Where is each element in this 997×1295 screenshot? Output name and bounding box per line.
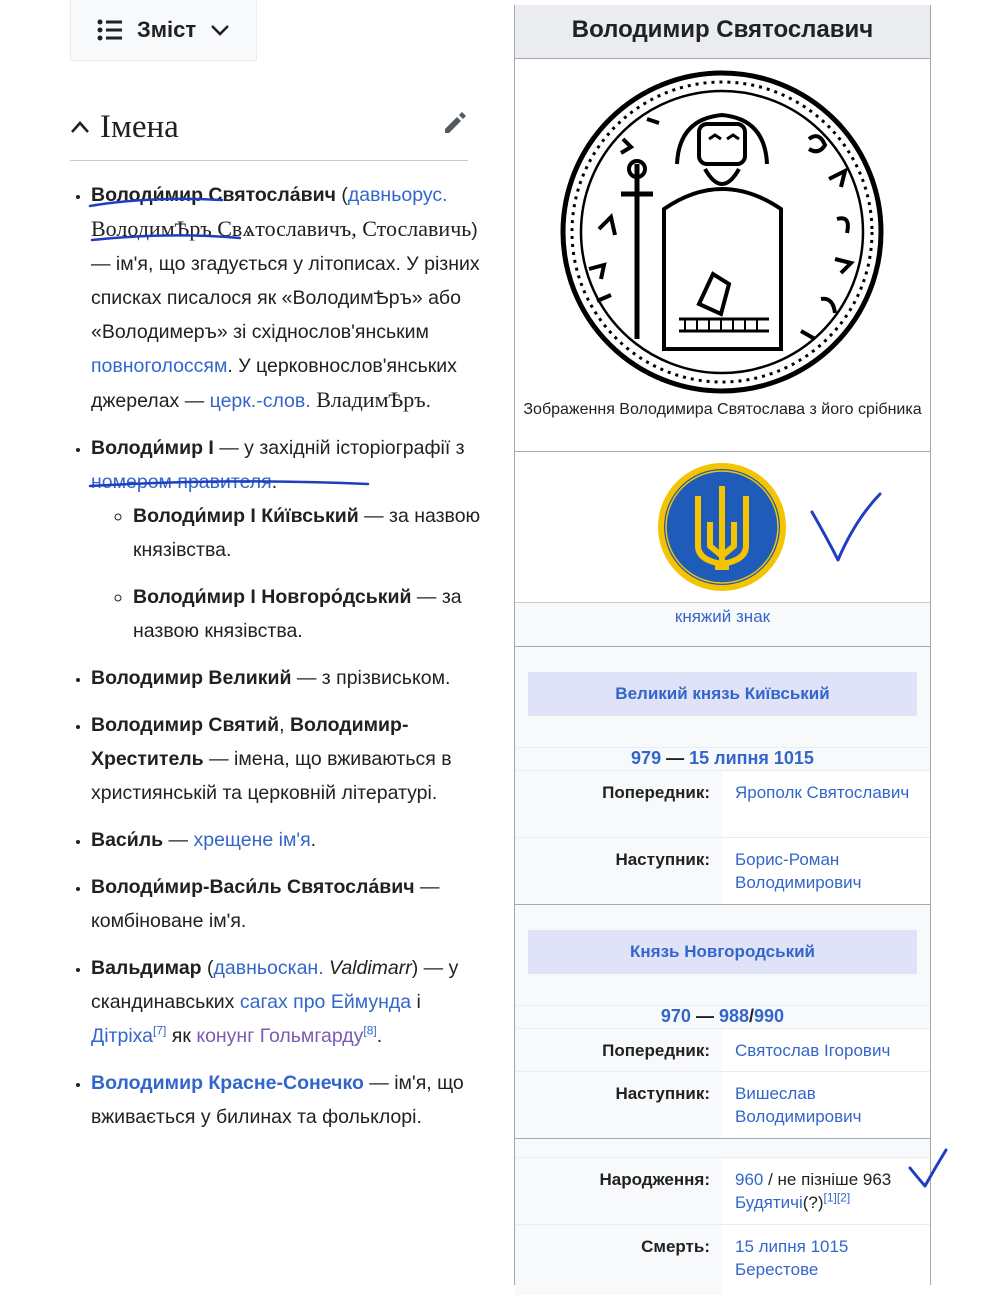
text: . xyxy=(376,1025,383,1047)
section-header[interactable] xyxy=(70,94,468,161)
serif-old-name: ВолодимѢръ Свѧтославичъ, Стославичь xyxy=(91,216,472,241)
list-item xyxy=(91,823,491,857)
birth-year-link[interactable]: 960 xyxy=(735,1170,764,1189)
text: — у західній історіографії з xyxy=(213,437,465,459)
name-bold: Володи́мир Святосла́вич xyxy=(91,184,336,206)
death-label: Смерть: xyxy=(515,1225,722,1295)
infobox xyxy=(514,5,931,1285)
text: і xyxy=(411,991,421,1013)
divider xyxy=(515,1138,930,1139)
successor-row xyxy=(515,1071,930,1138)
text: , xyxy=(279,714,290,736)
birth-text: / не пізніше 963 xyxy=(763,1170,892,1189)
name-bold: Володи́мир-Васи́ль Святосла́вич xyxy=(91,876,415,898)
name-bold: Володи́мир I Новгоро́дський xyxy=(133,586,412,608)
term-end-link-alt[interactable]: 990 xyxy=(754,1006,785,1026)
name-bold: Володимир Святий xyxy=(91,714,280,736)
successor-link[interactable]: Борис-Роман Володимирович xyxy=(735,850,862,892)
divider xyxy=(515,904,930,905)
predecessor-link[interactable]: Святослав Ігорович xyxy=(735,1041,891,1060)
list-item xyxy=(91,1066,491,1134)
infobox-sign-area xyxy=(515,452,930,626)
chevron-up-icon[interactable] xyxy=(70,120,90,134)
predecessor-row xyxy=(515,770,930,837)
birth-label: Народження: xyxy=(515,1158,722,1224)
pencil-icon[interactable] xyxy=(442,110,468,136)
name-bold: Володи́мир I Ки́ївський xyxy=(133,505,359,527)
section-title: Імена xyxy=(100,108,179,145)
text: — імена, що вживаються в християнській та церковній літературі. xyxy=(91,748,452,804)
list-item xyxy=(133,499,491,567)
death-place-link[interactable]: Берестове xyxy=(735,1260,819,1279)
list-icon xyxy=(97,19,123,41)
link-regnal-number[interactable]: номером правителя xyxy=(91,471,272,493)
predecessor-row xyxy=(515,1028,930,1071)
term-slash: / xyxy=(749,1006,755,1026)
italic-name: Valdimarr xyxy=(323,957,412,979)
ref-7[interactable]: [7] xyxy=(153,1023,167,1038)
link-eymund-saga[interactable]: сагах про Еймунда xyxy=(239,991,412,1013)
text: . xyxy=(271,471,278,493)
death-row xyxy=(515,1224,930,1295)
name-bold: Вальдимар xyxy=(91,957,202,979)
text: ( xyxy=(201,957,214,979)
infobox-image-area xyxy=(515,59,930,452)
text: . У церковнослов'янських джерелах — xyxy=(91,355,457,412)
text: — комбіноване ім'я. xyxy=(91,876,440,932)
link-old-rus[interactable]: давньорус. xyxy=(347,184,448,206)
sign-caption-link[interactable]: княжий знак xyxy=(674,607,771,626)
birth-place-link[interactable]: Будятичі xyxy=(735,1193,803,1212)
link-krasne-sonechko[interactable]: Володимир Красне-Сонечко xyxy=(91,1072,364,1094)
name-bold: Володимир-Хреститель xyxy=(91,714,409,770)
term-start-link[interactable]: 970 xyxy=(660,1006,691,1026)
death-date-link[interactable]: 15 липня 1015 xyxy=(735,1237,849,1256)
list-item xyxy=(91,870,491,938)
term xyxy=(515,747,930,770)
predecessor-label: Попередник: xyxy=(515,771,722,837)
term-end-link[interactable]: 988 xyxy=(718,1006,750,1026)
predecessor-link[interactable]: Ярополк Святославич xyxy=(735,783,910,802)
office-title-kyiv xyxy=(528,672,917,716)
ref-8[interactable]: [8] xyxy=(363,1023,377,1038)
list-item xyxy=(91,661,491,695)
birth-place-note: (?) xyxy=(802,1193,824,1212)
link-baptismal-name[interactable]: хрещене ім'я xyxy=(193,829,311,851)
text: — xyxy=(163,829,194,851)
list-item xyxy=(91,431,491,648)
text: — ім'я, що вживається у билинах та фольклорі. xyxy=(91,1072,464,1128)
text: . xyxy=(425,390,432,412)
chevron-down-icon xyxy=(210,23,230,37)
link-polnoglasie[interactable]: повноголоссям xyxy=(91,355,228,377)
predecessor-label: Попередник: xyxy=(515,1029,722,1071)
trident-emblem[interactable] xyxy=(655,460,789,594)
ref-2[interactable]: [2] xyxy=(836,1190,851,1205)
list-item xyxy=(91,708,491,810)
image-caption: Зображення Володимира Святослава з його срібника xyxy=(523,401,922,418)
successor-label: Наступник: xyxy=(515,838,722,904)
serif-church-name: ВладимѢръ xyxy=(310,387,426,412)
text: як xyxy=(166,1025,197,1047)
successor-row xyxy=(515,837,930,904)
text: — за назвою князівства. xyxy=(133,505,481,561)
list-item xyxy=(133,580,491,648)
name-bold: Володимир Великий xyxy=(91,667,292,689)
text: . xyxy=(310,829,317,851)
term xyxy=(515,1005,930,1028)
text: — за назвою князівства. xyxy=(133,586,462,642)
office-link[interactable]: Князь Новгородський xyxy=(630,942,815,961)
successor-link[interactable]: Вишеслав Володимирович xyxy=(735,1084,862,1126)
sub-list xyxy=(91,499,491,648)
text: ) — ім'я, що згадується у літописах. У різних списках писалося як «ВолодимѢръ» або «Володимеръ» зі східнослов'янським xyxy=(91,219,480,343)
list-item xyxy=(91,178,491,418)
successor-label: Наступник: xyxy=(515,1072,722,1138)
coin-image[interactable] xyxy=(559,69,885,395)
term-start-link[interactable]: 979 xyxy=(631,748,662,768)
office-link[interactable]: Великий князь Київський xyxy=(615,684,830,703)
link-holmgard-king[interactable]: конунг Гольмгарду xyxy=(196,1025,364,1047)
term-end-link[interactable]: 15 липня 1015 xyxy=(689,748,814,768)
name-bold: Володи́мир I xyxy=(91,437,214,459)
text: ) — у скандинавських xyxy=(91,957,459,1013)
ref-1[interactable]: [1] xyxy=(823,1190,837,1205)
infobox-title: Володимир Святославич xyxy=(515,5,930,59)
names-list xyxy=(70,178,491,1147)
birth-row xyxy=(515,1157,930,1224)
term-sep: — xyxy=(690,1006,719,1026)
list-item xyxy=(91,951,491,1053)
link-church-slavonic[interactable]: церк.-слов. xyxy=(209,390,311,412)
name-bold: Васи́ль xyxy=(91,829,164,851)
link-dietrich[interactable]: Дітріха xyxy=(91,1025,154,1047)
text: — з прізвиськом. xyxy=(291,667,451,689)
text: ( xyxy=(335,184,348,206)
toc-button[interactable] xyxy=(70,0,257,61)
office-title-novgorod xyxy=(528,930,917,974)
link-old-norse[interactable]: давньоскан. xyxy=(213,957,324,979)
term-sep: — xyxy=(661,748,690,768)
toc-label: Зміст xyxy=(137,17,197,42)
